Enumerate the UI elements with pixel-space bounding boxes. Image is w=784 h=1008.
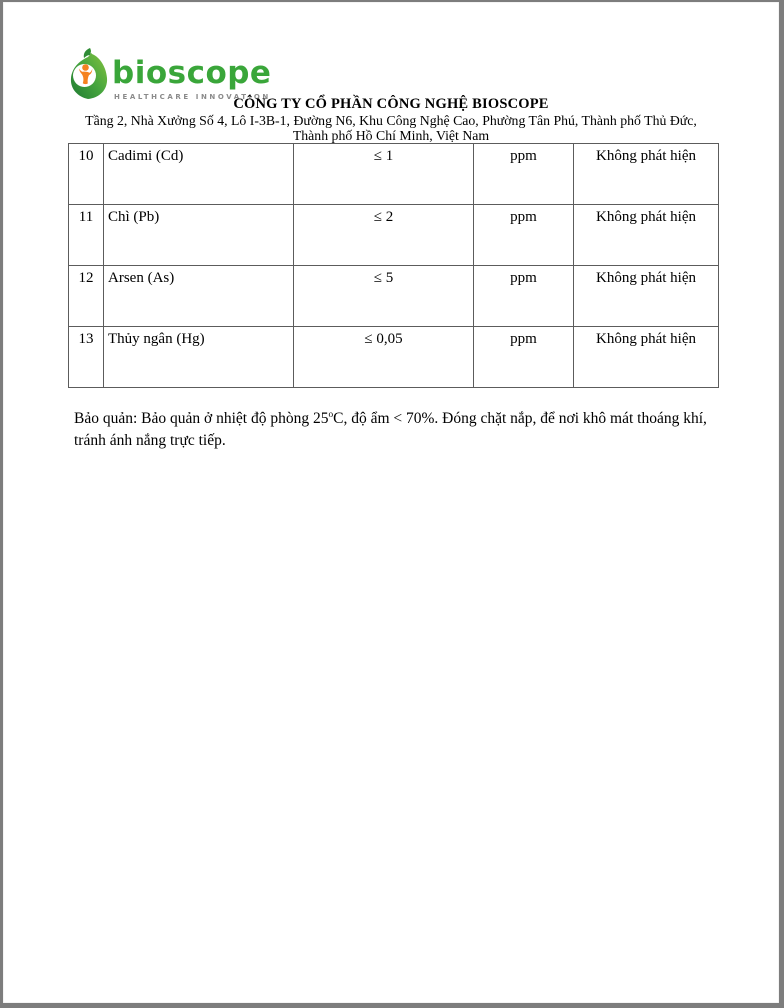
company-address-line2: Thành phố Hồ Chí Minh, Việt Nam <box>292 128 490 143</box>
cell-limit: ≤ 0,05 <box>294 327 474 388</box>
company-name: CÔNG TY CỔ PHẦN CÔNG NGHỆ BIOSCOPE <box>233 96 549 112</box>
cell-unit: ppm <box>474 205 574 266</box>
leaf-figure-icon <box>68 48 110 100</box>
cell-unit: ppm <box>474 144 574 205</box>
cell-no: 10 <box>69 144 104 205</box>
cell-limit: ≤ 2 <box>294 205 474 266</box>
logo-text <box>112 48 271 101</box>
storage-note-part2: C, độ ẩm < 70%. Đóng chặt nắp, để nơi khô mát thoáng khí, tránh ánh nắng trực tiếp. <box>74 410 707 449</box>
cell-name: Cadimi (Cd) <box>104 144 294 205</box>
cell-name: Thủy ngân (Hg) <box>104 327 294 388</box>
bioscope-logo <box>68 48 271 101</box>
table-row <box>69 144 719 205</box>
storage-note-part1: Bảo quản: Bảo quản ở nhiệt độ phòng 25 <box>74 410 329 427</box>
brand-name: bioscope <box>112 55 272 91</box>
company-address-line1: Tầng 2, Nhà Xưởng Số 4, Lô I-3B-1, Đường N6, Khu Công Nghệ Cao, Phường Tân Phú, Thành phố Thủ Đức, <box>85 113 697 128</box>
document-page <box>3 2 779 1003</box>
cell-name: Arsen (As) <box>104 266 294 327</box>
cell-result: Không phát hiện <box>574 144 719 205</box>
cell-unit: ppm <box>474 266 574 327</box>
table-row <box>69 205 719 266</box>
cell-limit: ≤ 1 <box>294 144 474 205</box>
cell-limit: ≤ 5 <box>294 266 474 327</box>
degree-superscript: o <box>328 409 334 420</box>
table-row <box>69 266 719 327</box>
cell-unit: ppm <box>474 327 574 388</box>
cell-result: Không phát hiện <box>574 266 719 327</box>
cell-result: Không phát hiện <box>574 205 719 266</box>
cell-no: 11 <box>69 205 104 266</box>
cell-no: 13 <box>69 327 104 388</box>
storage-note <box>74 408 722 452</box>
cell-result: Không phát hiện <box>574 327 719 388</box>
table-row <box>69 327 719 388</box>
cell-name: Chì (Pb) <box>104 205 294 266</box>
brand-tagline: HEALTHCARE INNOVATION <box>114 93 271 101</box>
cell-no: 12 <box>69 266 104 327</box>
spec-table <box>68 143 719 388</box>
